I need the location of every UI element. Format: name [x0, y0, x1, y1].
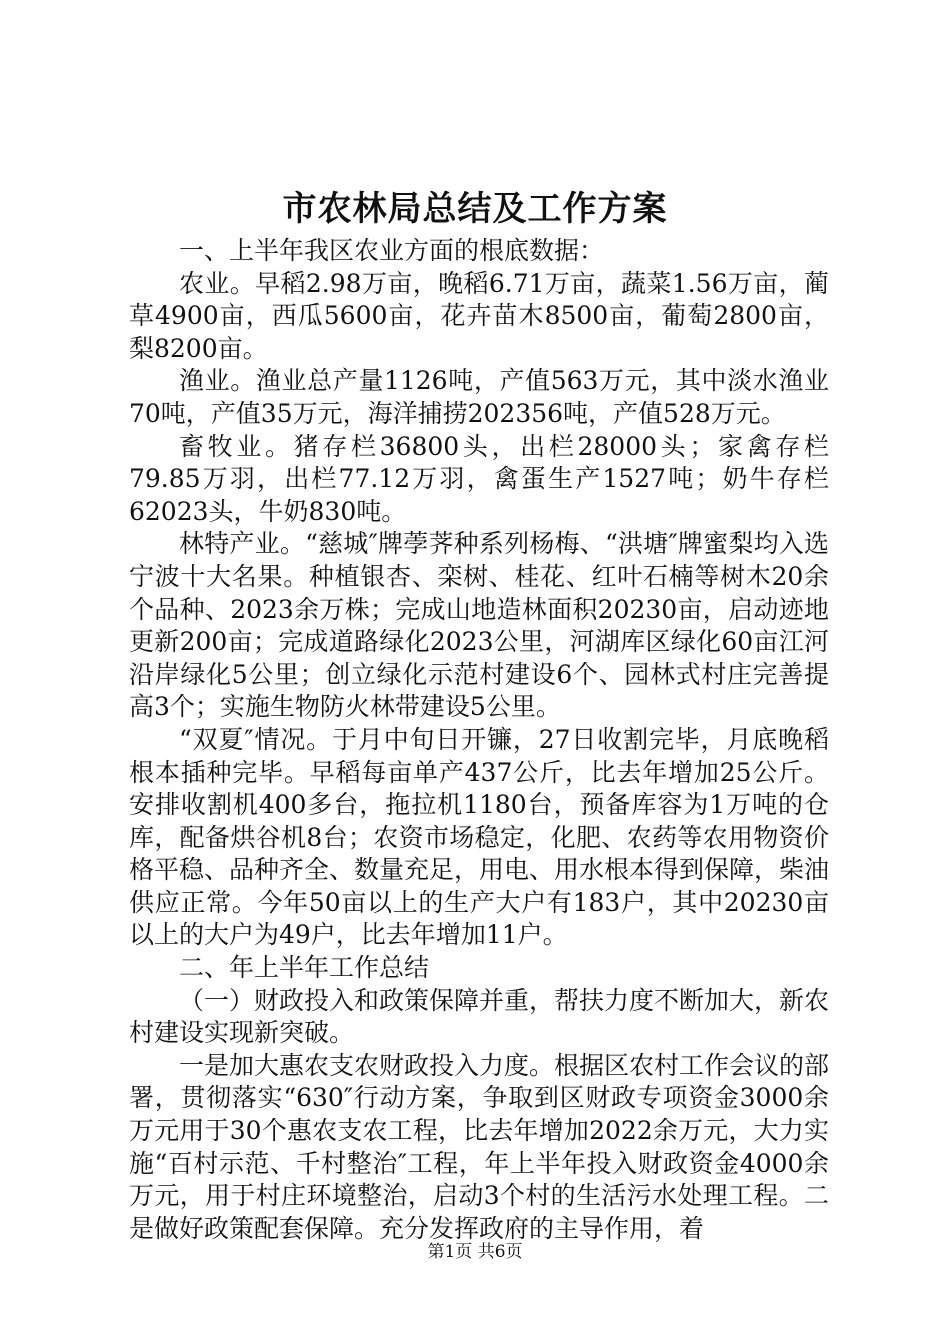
paragraph-section-1-heading: 一、上半年我区农业方面的根底数据：	[179, 236, 605, 265]
paragraph-section-2-heading: 二、年上半年工作总结	[179, 953, 430, 983]
paragraph-livestock: 畜牧业。猪存栏36800头，出栏28000头；家禽存栏79.85万羽，出栏77.12万羽，禽蛋生产1527吨；奶牛存栏62023头，牛奶830吨。	[129, 431, 829, 526]
page-number: 第1页 共6页	[427, 1242, 523, 1262]
paragraph-double-summer: “双夏″情况。于月中旬日开镰，27日收割完毕，月底晚稻根本插种完毕。早稻每亩单产437公斤，比去年增加25公斤。安排收割机400多台，拖拉机1180台，预备库容为1万吨的仓库，配备烘谷机8台；农资市场稳定，化肥、农药等农用物资价格平稳、品种齐全、数量充足，用电、用水根本得到保障，柴油供应正常。今年50亩以上的生产大户有183户，其中20230亩以上的大户为49户，比去年增加11户。	[129, 724, 830, 950]
document-body	[129, 235, 829, 1245]
document-title: 市农林局总结及工作方案	[282, 189, 668, 229]
paragraph-forestry: 林特产业。“慈城″牌荸荠种系列杨梅、“洪塘″牌蜜梨均入选宁波十大名果。种植银杏、栾树、桂花、红叶石楠等树木20余个品种、2023余万株；完成山地造林面积20230亩，启动迹地更新200亩；完成道路绿化2023公里，河湖库区绿化60亩江河沿岸绿化5公里；创立绿化示范村建设6个、园林式村庄完善提高3个；实施生物防火林带建设5公里。	[129, 529, 829, 722]
paragraph-fishery: 渔业。渔业总产量1126吨，产值563万元，其中淡水渔业70吨，产值35万元，海洋捕捞202356吨，产值528万元。	[129, 366, 829, 428]
paragraph-investment: 一是加大惠农支农财政投入力度。根据区农村工作会议的部署，贯彻落实“630″行动方案，争取到区财政专项资金3000余万元用于30个惠农支农工程，比去年增加2022余万元，大力实施“百村示范、千村整治″工程，年上半年投入财政资金4000余万元，用于村庄环境整治，启动3个村的生活污水处理工程。二是做好政策配套保障。充分发挥政府的主导作用，着	[129, 1050, 830, 1243]
paragraph-agriculture: 农业。早稻2.98万亩，晚稻6.71万亩，蔬菜1.56万亩，蔺草4900亩，西瓜5600亩，花卉苗木8500亩，葡萄2800亩，梨8200亩。	[129, 268, 829, 363]
paragraph-subsection-1-heading: （一）财政投入和政策保障并重，帮扶力度不断加大，新农村建设实现新突破。	[129, 985, 830, 1048]
